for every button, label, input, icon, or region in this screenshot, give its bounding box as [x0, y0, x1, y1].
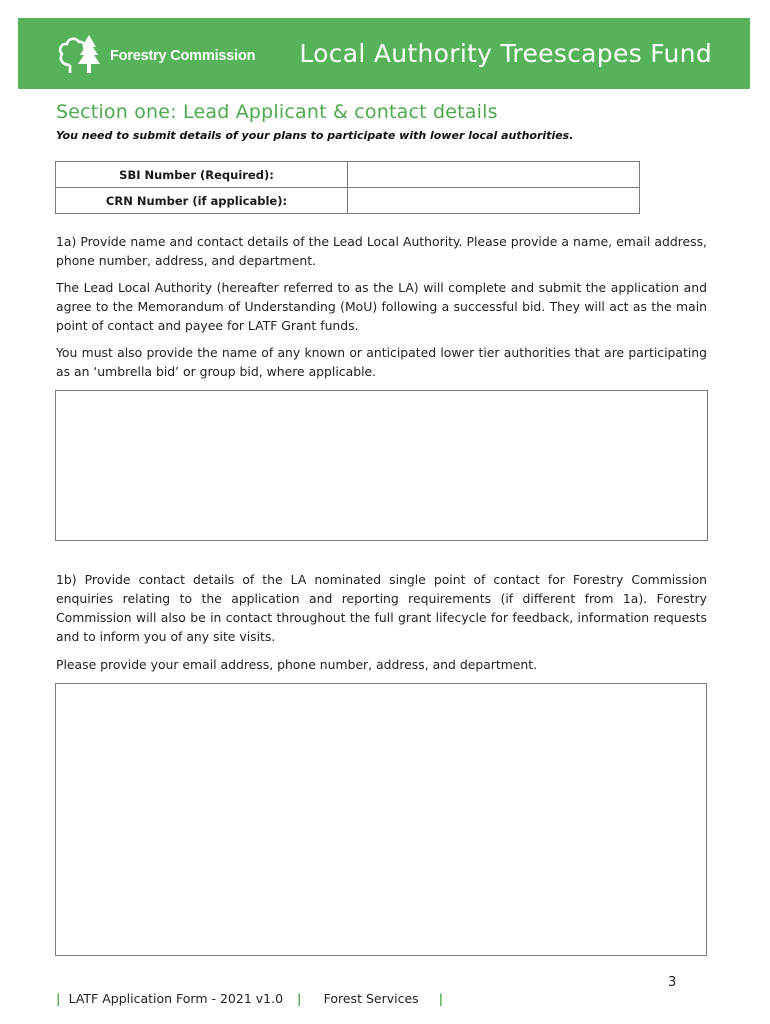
q1a-explanation: The Lead Local Authority (hereafter referred to as the LA) will complete and submit the application and agree to the Memorandum of Understanding (MoU) following a successful bid. They will act as the main point of contact and payee for LATF Grant funds.: [56, 280, 707, 333]
sbi-number-field[interactable]: [348, 162, 640, 188]
logo-text: Forestry Commission: [110, 48, 256, 64]
tree-logo-icon: [56, 33, 106, 75]
footer-separator: |: [438, 991, 444, 1006]
q1a-answer-box[interactable]: [55, 390, 708, 541]
footer-separator: |: [297, 991, 302, 1006]
crn-number-label: CRN Number (if applicable):: [56, 188, 348, 214]
forestry-commission-logo: [56, 32, 255, 76]
q1a-lower-tier-note: You must also provide the name of any known or anticipated lower tier authorities that are participating as an ‘umbrella bid’ or group bid, where applicable.: [56, 345, 707, 379]
section-title: Section one: Lead Applicant & contact details: [56, 101, 498, 123]
table-row: [56, 188, 640, 214]
section-subtitle: You need to submit details of your plans to participate with lower local authorities.: [56, 129, 574, 142]
q1a-instruction: 1a) Provide name and contact details of the Lead Local Authority. Please provide a name, email address, phone number, address, and department.: [56, 234, 707, 268]
table-row: [56, 162, 640, 188]
id-numbers-table: [55, 161, 640, 214]
footer-org: Forest Services: [323, 991, 419, 1006]
page-number: 3: [668, 975, 677, 990]
q1b-contact-request: Please provide your email address, phone number, address, and department.: [56, 657, 538, 672]
page-footer: [56, 991, 443, 1006]
header-banner: [18, 18, 750, 89]
footer-form-name: LATF Application Form - 2021 v1.0: [68, 991, 284, 1006]
footer-separator: |: [56, 991, 61, 1006]
crn-number-field[interactable]: [348, 188, 640, 214]
q1b-answer-box[interactable]: [55, 683, 707, 956]
sbi-number-label: SBI Number (Required):: [56, 162, 348, 188]
q1b-instruction: 1b) Provide contact details of the LA nominated single point of contact for Forestry Commission enquiries relating to the application and reporting requirements (if different from 1a). Forestry Commission will also be in contact throughout the full grant lifecycle for feedback, information requests and to inform you of any site visits.: [56, 572, 707, 644]
page-title: Local Authority Treescapes Fund: [299, 39, 712, 68]
